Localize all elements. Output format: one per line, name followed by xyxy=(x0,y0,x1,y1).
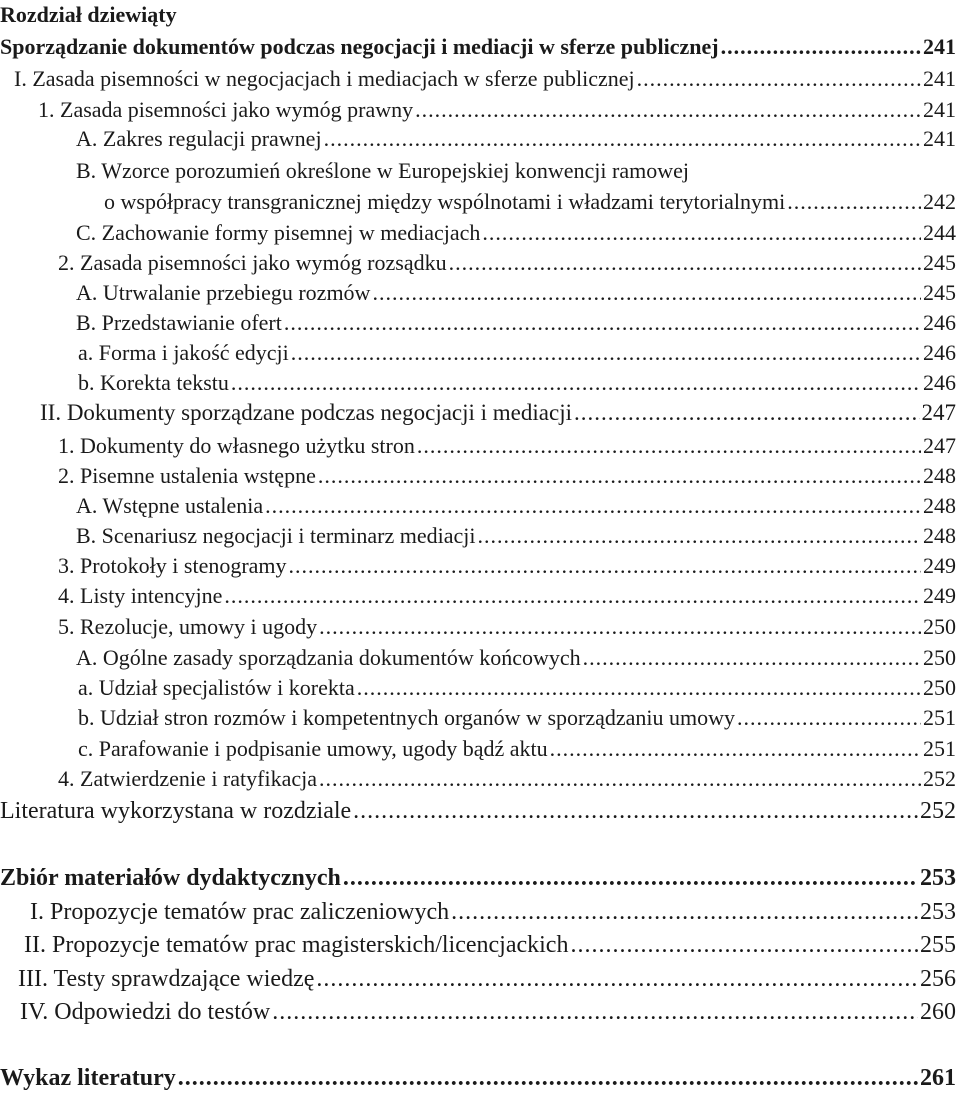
toc-entry xyxy=(0,310,956,336)
entry-page-number: 248 xyxy=(923,523,956,548)
entry-page-number: 250 xyxy=(923,614,956,639)
entry-page-number: 252 xyxy=(920,798,956,824)
dot-leader xyxy=(721,34,921,60)
entry-title: Zbiór materiałów dydaktycznych xyxy=(0,865,341,891)
dot-leader xyxy=(482,220,921,246)
dot-leader xyxy=(550,736,921,762)
dot-leader xyxy=(372,280,921,306)
dot-leader xyxy=(737,705,921,731)
dot-leader xyxy=(574,400,920,426)
toc-entry xyxy=(0,220,956,246)
dot-leader xyxy=(272,999,918,1026)
entry-page-number: 252 xyxy=(923,766,956,791)
toc-entry xyxy=(0,899,956,926)
dot-leader xyxy=(353,798,918,825)
entry-title: 1. Zasada pisemności jako wymóg prawny xyxy=(38,97,414,122)
entry-title: b. Korekta tekstu xyxy=(78,370,229,395)
entry-page-number: 248 xyxy=(923,493,956,518)
entry-title: II. Dokumenty sporządzane podczas negocjacji i mediacji xyxy=(40,400,572,425)
entry-page-number: 246 xyxy=(923,310,956,335)
dot-leader xyxy=(570,932,918,959)
dot-leader xyxy=(318,463,921,489)
entry-page-number: 246 xyxy=(923,340,956,365)
dot-leader xyxy=(637,66,921,92)
entry-page-number: 244 xyxy=(923,220,956,245)
entry-title: A. Zakres regulacji prawnej xyxy=(76,126,322,151)
entry-title: c. Parafowanie i podpisanie umowy, ugody bądź aktu xyxy=(78,736,548,761)
entry-page-number: 255 xyxy=(920,932,956,958)
toc-entry xyxy=(0,370,956,396)
dot-leader xyxy=(319,766,921,792)
entry-page-number: 248 xyxy=(923,463,956,488)
chapter-heading xyxy=(0,2,956,28)
entry-page-number: 241 xyxy=(923,97,956,122)
entry-page-number: 250 xyxy=(923,675,956,700)
entry-page-number: 247 xyxy=(923,433,956,458)
entry-page-number: 247 xyxy=(921,400,956,425)
entry-title: Wykaz literatury xyxy=(0,1065,176,1091)
dot-leader xyxy=(451,899,918,926)
toc-entry xyxy=(0,97,956,123)
entry-title: a. Forma i jakość edycji xyxy=(78,340,289,365)
dot-leader xyxy=(417,433,921,459)
entry-title: C. Zachowanie formy pisemnej w mediacjach xyxy=(76,220,481,245)
toc-entry xyxy=(0,189,956,215)
dot-leader xyxy=(449,250,921,276)
entry-page-number: 250 xyxy=(923,645,956,670)
dot-leader xyxy=(343,865,918,892)
toc-entry xyxy=(0,126,956,152)
entry-title: o współpracy transgranicznej między wspólnotami i władzami terytorialnymi xyxy=(104,189,786,214)
dot-leader xyxy=(319,614,921,640)
dot-leader xyxy=(415,97,921,123)
entry-title: I. Zasada pisemności w negocjacjach i mediacjach w sferze publicznej xyxy=(14,66,635,91)
dot-leader xyxy=(178,1065,918,1092)
toc-entry xyxy=(0,433,956,459)
toc-entry xyxy=(0,645,956,671)
chapter-title: Rozdział dziewiąty xyxy=(0,2,177,27)
dot-leader xyxy=(787,189,921,215)
entry-page-number: 253 xyxy=(920,899,956,925)
dot-leader xyxy=(231,370,921,396)
entry-page-number: 249 xyxy=(923,553,956,578)
entry-title: a. Udział specjalistów i korekta xyxy=(78,675,355,700)
entry-title: 4. Zatwierdzenie i ratyfikacja xyxy=(58,766,317,791)
toc-entry xyxy=(0,523,956,549)
entry-title: I. Propozycje tematów prac zaliczeniowych xyxy=(30,899,450,925)
toc-entry xyxy=(0,614,956,640)
toc-entry xyxy=(0,250,956,276)
dot-leader xyxy=(265,493,921,519)
entry-title: Sporządzanie dokumentów podczas negocjacji i mediacji w sferze publicznej xyxy=(0,34,719,59)
toc-entry xyxy=(0,340,956,366)
toc-entry xyxy=(0,158,956,184)
entry-title: 4. Listy intencyjne xyxy=(58,583,223,608)
dot-leader xyxy=(284,310,921,336)
toc-entry xyxy=(0,966,956,993)
entry-page-number: 241 xyxy=(923,66,956,91)
entry-title: 2. Zasada pisemności jako wymóg rozsądku xyxy=(58,250,447,275)
entry-page-number: 241 xyxy=(923,34,956,59)
dot-leader xyxy=(324,126,921,152)
entry-page-number: 256 xyxy=(920,966,956,992)
dot-leader xyxy=(583,645,921,671)
entry-title: A. Wstępne ustalenia xyxy=(76,493,264,518)
entry-page-number: 253 xyxy=(920,865,956,891)
entry-page-number: 245 xyxy=(923,250,956,275)
entry-title: IV. Odpowiedzi do testów xyxy=(20,999,271,1025)
entry-title: B. Wzorce porozumień określone w Europejskiej konwencji ramowej xyxy=(76,158,689,183)
toc-entry xyxy=(0,798,956,825)
toc-entry xyxy=(0,999,956,1026)
entry-page-number: 261 xyxy=(920,1065,956,1091)
entry-page-number: 242 xyxy=(923,189,956,214)
entry-title: III. Testy sprawdzające wiedzę xyxy=(18,966,315,992)
dot-leader xyxy=(224,583,921,609)
entry-title: 5. Rezolucje, umowy i ugody xyxy=(58,614,318,639)
toc-entry xyxy=(0,736,956,762)
toc-entry xyxy=(0,675,956,701)
toc-entry xyxy=(0,705,956,731)
entry-page-number: 246 xyxy=(923,370,956,395)
entry-page-number: 251 xyxy=(923,736,956,761)
entry-title: B. Scenariusz negocjacji i terminarz mediacji xyxy=(76,523,476,548)
toc-entry xyxy=(0,493,956,519)
toc-entry xyxy=(0,280,956,306)
toc-entry xyxy=(0,583,956,609)
entry-title: 2. Pisemne ustalenia wstępne xyxy=(58,463,316,488)
entry-title: B. Przedstawianie ofert xyxy=(76,310,282,335)
entry-title: Literatura wykorzystana w rozdziale xyxy=(0,798,352,824)
toc-entry xyxy=(0,932,956,959)
entry-page-number: 241 xyxy=(923,126,956,151)
dot-leader xyxy=(478,523,921,549)
toc-entry xyxy=(0,553,956,579)
entry-page-number: 251 xyxy=(923,705,956,730)
entry-title: 3. Protokoły i stenogramy xyxy=(58,553,287,578)
entry-page-number: 260 xyxy=(920,999,956,1025)
entry-page-number: 245 xyxy=(923,280,956,305)
toc-entry xyxy=(0,34,956,60)
entry-title: b. Udział stron rozmów i kompetentnych organów w sporządzaniu umowy xyxy=(78,705,736,730)
dot-leader xyxy=(357,675,921,701)
dot-leader xyxy=(289,553,921,579)
toc-entry xyxy=(0,463,956,489)
toc-entry xyxy=(0,1065,956,1092)
dot-leader xyxy=(316,966,918,993)
entry-title: 1. Dokumenty do własnego użytku stron xyxy=(58,433,415,458)
toc-entry xyxy=(0,865,956,892)
toc-entry xyxy=(0,766,956,792)
entry-title: II. Propozycje tematów prac magisterskich/licencjackich xyxy=(24,932,569,958)
entry-title: A. Utrwalanie przebiegu rozmów xyxy=(76,280,371,305)
dot-leader xyxy=(291,340,921,366)
toc-entry xyxy=(0,66,956,92)
toc-entry xyxy=(0,400,956,426)
entry-page-number: 249 xyxy=(923,583,956,608)
entry-title: A. Ogólne zasady sporządzania dokumentów końcowych xyxy=(76,645,581,670)
